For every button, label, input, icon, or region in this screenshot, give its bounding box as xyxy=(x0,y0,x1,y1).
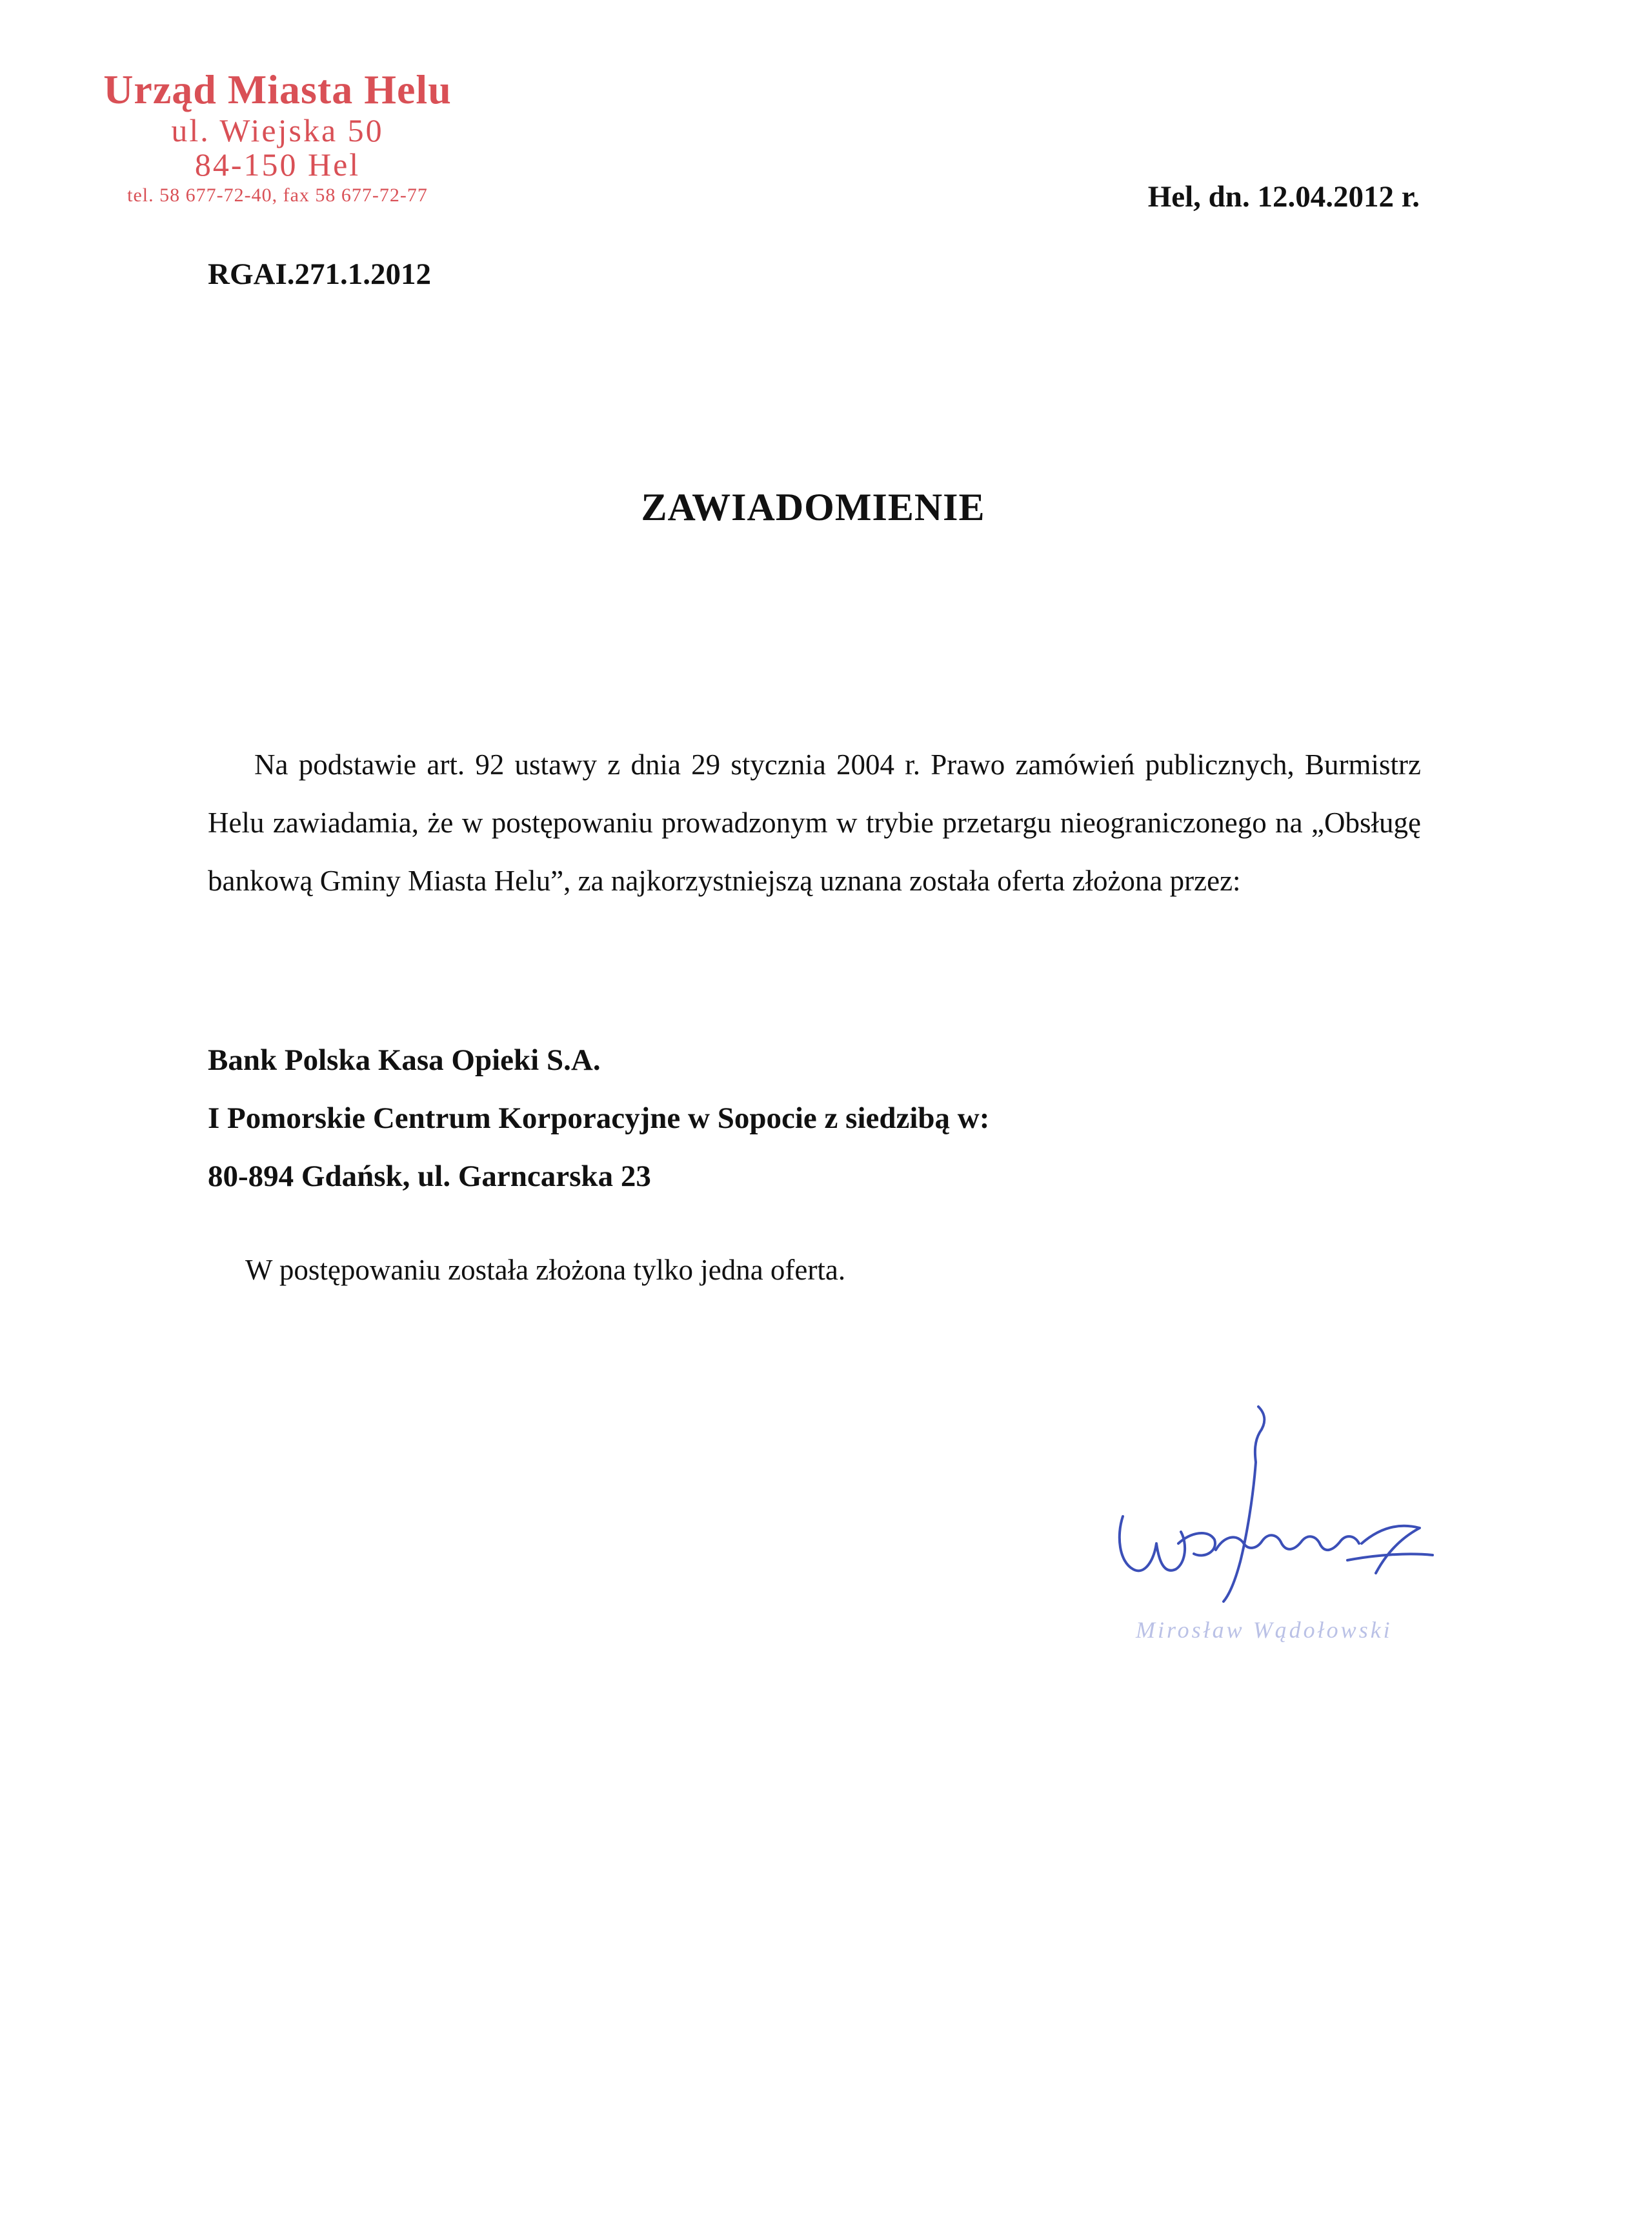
notice-paragraph: Na podstawie art. 92 ustawy z dnia 29 stycznia 2004 r. Prawo zamówień publicznych, Burmistrz Helu zawiadamia, że w postępowaniu prowadzonym w trybie przetargu nieograniczonego na „Obsługę bankową Gminy Miasta Helu”, za najkorzystniejszą uznana została oferta złożona przez: xyxy=(208,748,1421,897)
bidder-branch: I Pomorskie Centrum Korporacyjne w Sopocie z siedzibą w: xyxy=(208,1101,990,1135)
stamp-phone: tel. 58 677-72-40, fax 58 677-72-77 xyxy=(127,185,428,206)
stamp-city: 84-150 Hel xyxy=(194,146,361,183)
stamp-street: ul. Wiejska 50 xyxy=(171,112,384,149)
signature-caption: Mirosław Wądołowski xyxy=(1136,1617,1393,1643)
bidder-address: 80-894 Gdańsk, ul. Garncarska 23 xyxy=(208,1160,651,1193)
offer-count-note: W postępowaniu została złożona tylko jedna oferta. xyxy=(245,1254,846,1286)
winning-bidder-block xyxy=(208,1031,989,1205)
document-date: Hel, dn. 12.04.2012 r. xyxy=(1147,180,1420,214)
office-stamp xyxy=(97,68,458,206)
document-title: ZAWIADOMIENIE xyxy=(641,486,985,528)
stamp-office-name: Urząd Miasta Helu xyxy=(103,66,452,112)
reference-number: RGAI.271.1.2012 xyxy=(208,257,431,291)
bidder-name: Bank Polska Kasa Opieki S.A. xyxy=(208,1043,601,1077)
